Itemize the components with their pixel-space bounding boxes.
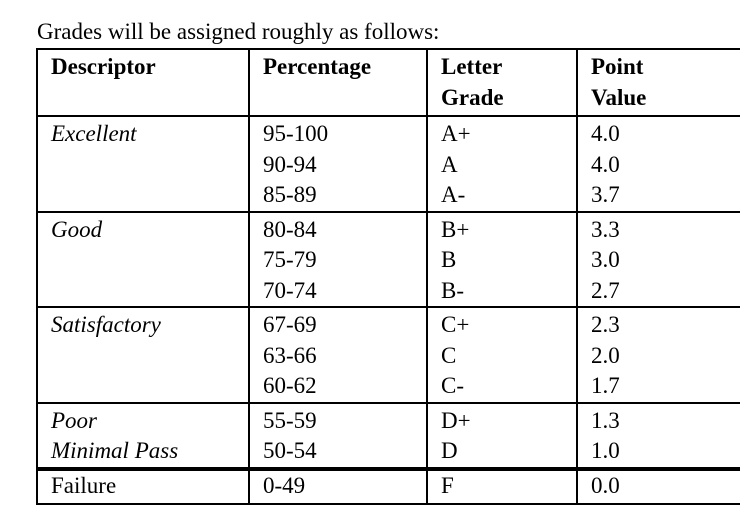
grading-table bbox=[36, 48, 740, 505]
header-point-value bbox=[577, 49, 740, 116]
percentage-text: 50-54 bbox=[263, 438, 317, 463]
letter-grade-text: C bbox=[441, 342, 457, 368]
letter-grade-text: B bbox=[441, 247, 457, 272]
point-value-text: 2.7 bbox=[591, 277, 620, 303]
percentage-cell bbox=[249, 403, 427, 469]
letter-grade-cell bbox=[427, 116, 577, 212]
descriptor-cell bbox=[37, 403, 249, 469]
letter-grade-text: C- bbox=[441, 373, 464, 398]
descriptor-text: Good bbox=[51, 216, 103, 242]
point-value-text: 0.0 bbox=[591, 472, 620, 498]
percentage-text: 85-89 bbox=[263, 182, 317, 207]
table-header-row bbox=[37, 49, 740, 116]
descriptor-cell bbox=[37, 307, 249, 403]
point-value-text: 3.3 bbox=[591, 216, 620, 242]
percentage-cell bbox=[249, 469, 427, 505]
point-value-text: 1.3 bbox=[591, 407, 620, 433]
header-letter-line2: Grade bbox=[441, 84, 504, 110]
header-point-line1: Point bbox=[591, 54, 644, 79]
descriptor-cell bbox=[37, 212, 249, 308]
point-value-text: 1.7 bbox=[591, 373, 620, 398]
table-row bbox=[37, 116, 740, 212]
letter-grade-text: A+ bbox=[441, 121, 471, 146]
intro-text: Grades will be assigned roughly as follows: bbox=[37, 19, 440, 44]
point-value-cell bbox=[577, 403, 740, 469]
table-row bbox=[37, 307, 740, 403]
percentage-text: 60-62 bbox=[263, 373, 317, 398]
percentage-text: 0-49 bbox=[263, 472, 306, 498]
point-value-text: 2.0 bbox=[591, 342, 620, 368]
percentage-text: 67-69 bbox=[263, 312, 317, 337]
header-percentage-label: Percentage bbox=[263, 54, 372, 79]
table-body bbox=[37, 116, 740, 504]
descriptor-text: Satisfactory bbox=[51, 312, 161, 337]
header-descriptor bbox=[37, 49, 249, 116]
percentage-text: 95-100 bbox=[263, 121, 329, 146]
descriptor-text: Minimal Pass bbox=[51, 438, 179, 463]
header-point-line2: Value bbox=[591, 84, 647, 110]
descriptor-text: Excellent bbox=[51, 121, 137, 146]
point-value-text: 1.0 bbox=[591, 438, 620, 463]
letter-grade-cell bbox=[427, 307, 577, 403]
point-value-cell bbox=[577, 116, 740, 212]
table-row bbox=[37, 403, 740, 469]
letter-grade-text: B+ bbox=[441, 216, 470, 242]
header-descriptor-label: Descriptor bbox=[51, 54, 156, 79]
descriptor-text: Poor bbox=[51, 407, 97, 433]
percentage-text: 55-59 bbox=[263, 407, 317, 433]
letter-grade-text: D bbox=[441, 438, 458, 463]
percentage-text: 80-84 bbox=[263, 216, 317, 242]
letter-grade-cell bbox=[427, 212, 577, 308]
letter-grade-text: D+ bbox=[441, 407, 471, 433]
descriptor-cell bbox=[37, 469, 249, 505]
percentage-cell bbox=[249, 307, 427, 403]
header-percentage bbox=[249, 49, 427, 116]
percentage-text: 90-94 bbox=[263, 151, 317, 177]
letter-grade-cell bbox=[427, 469, 577, 505]
letter-grade-text: B- bbox=[441, 277, 464, 303]
letter-grade-text: C+ bbox=[441, 312, 470, 337]
percentage-text: 70-74 bbox=[263, 277, 317, 303]
point-value-text: 4.0 bbox=[591, 151, 620, 177]
point-value-cell bbox=[577, 212, 740, 308]
descriptor-text: Failure bbox=[51, 472, 117, 498]
point-value-text: 2.3 bbox=[591, 312, 620, 337]
percentage-text: 63-66 bbox=[263, 342, 317, 368]
descriptor-cell bbox=[37, 116, 249, 212]
header-letter-line1: Letter bbox=[441, 54, 503, 79]
point-value-text: 3.0 bbox=[591, 247, 620, 272]
table-row bbox=[37, 469, 740, 505]
point-value-cell bbox=[577, 307, 740, 403]
percentage-cell bbox=[249, 116, 427, 212]
point-value-text: 4.0 bbox=[591, 121, 620, 146]
percentage-cell bbox=[249, 212, 427, 308]
letter-grade-text: A- bbox=[441, 182, 466, 207]
header-letter-grade bbox=[427, 49, 577, 116]
point-value-cell bbox=[577, 469, 740, 505]
letter-grade-text: A bbox=[441, 151, 458, 177]
point-value-text: 3.7 bbox=[591, 182, 620, 207]
table-row bbox=[37, 212, 740, 308]
letter-grade-cell bbox=[427, 403, 577, 469]
percentage-text: 75-79 bbox=[263, 247, 317, 272]
letter-grade-text: F bbox=[441, 472, 454, 498]
